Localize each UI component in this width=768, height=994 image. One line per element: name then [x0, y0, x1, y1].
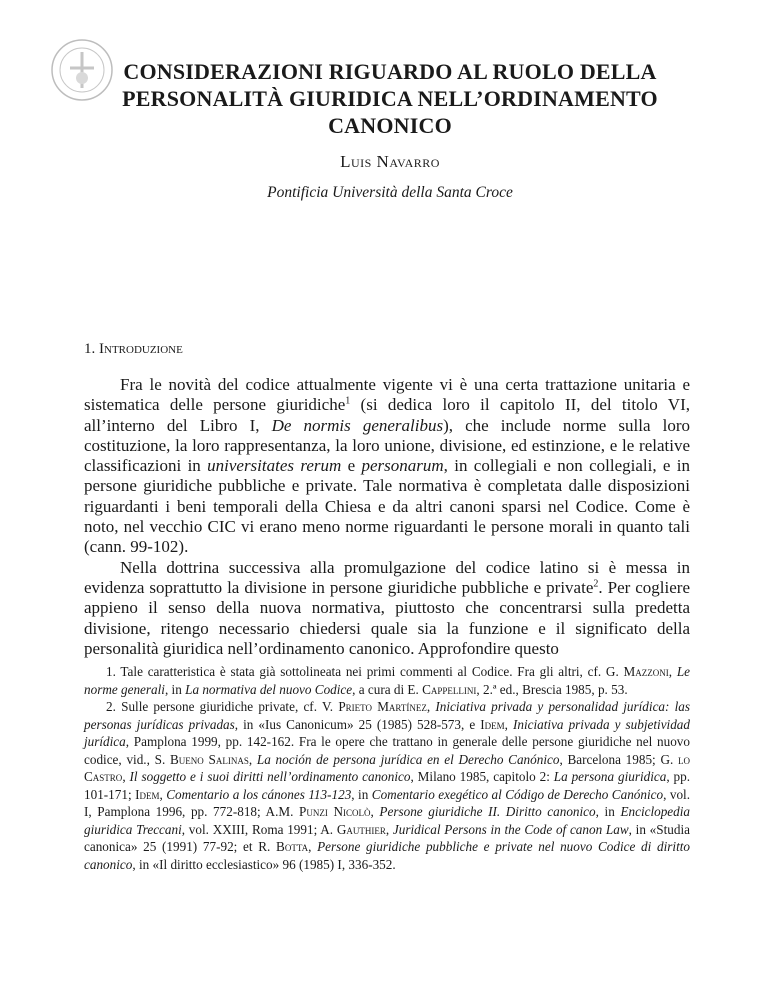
section-number: 1.	[84, 341, 96, 357]
section-heading	[84, 341, 183, 358]
author-affiliation: Pontificia Università della Santa Croce	[267, 184, 513, 201]
footnote: 1. Tale caratteristica è stata già sottolineata nei primi commenti al Codice. Fra gli altri, cf. G. Mazzoni, Le norme generali, in La normativa del nuovo Codice, a cura di E. Cappellini, 2.ª ed., Brescia 1985, p. 53.	[84, 664, 691, 697]
footnote-ref[interactable]: 2	[593, 578, 599, 590]
author-name: Luis Navarro	[340, 152, 440, 171]
paragraph: Nella dottrina successiva alla promulgazione del codice latino si è messa in evidenza soprattutto la divisione in persone giuridiche pubbliche e private$^2$. Per cogliere appieno il senso della nuova normativa, piuttosto che concentrarsi sulla predetta divisione, ritengo necessario chiedersi quale sia la funzione e il significato della personalità giuridica nell’ordinamento canonico. Approfondire questo	[84, 557, 690, 658]
article-title: CONSIDERAZIONI RIGUARDO AL RUOLO DELLA PERSONALITÀ GIURIDICA NELL’ORDINAMENTO CANONICO	[122, 59, 658, 138]
body-text	[84, 375, 690, 659]
footnote: 2. Sulle persone giuridiche private, cf. V. Prieto Martínez, Iniciativa privada y personalidad jurídica: las personas jurídicas privadas, in «Ius Canonicum» 25 (1985) 528-573, e Idem, Iniciativa privada y subjetividad jurídica, Pamplona 1999, pp. 142-162. Fra le opere che trattano in generale delle persone giuridiche nel nuovo codice, vid., S. Bueno Salinas, La noción de persona jurídica en el Derecho Canónico, Barcelona 1985; G. lo Castro, Il soggetto e i suoi diritti nell’ordinamento canonico, Milano 1985, capitolo 2: La persona giuridica, pp. 101-171; Idem, Comentario a los cánones 113-123, in Comentario exegético al Código de Derecho Canónico, vol. I, Pamplona 1996, pp. 772-818; A.M. Punzi Nicolò, Persone giuridiche II. Diritto canonico, in Enciclopedia giuridica Treccani, vol. XXIII, Roma 1991; A. Gauthier, Juridical Persons in the Code of canon Law, in «Studia canonica» 25 (1991) 77-92; et R. Botta, Persone giuridiche pubbliche e private nel nuovo Codice di diritto canonico, in «Il diritto ecclesiastico» 96 (1985) I, 336-352.	[84, 699, 691, 872]
footnotes	[84, 663, 690, 873]
paragraph: Fra le novità del codice attualmente vigente vi è una certa trattazione unitaria e sistematica delle persone giuridiche$^1$ (si dedica loro il capitolo II, del titolo VI, all’interno del Libro I, De normis generalibus), che include norme sulla loro costituzione, la loro rappresentanza, la loro unione, divisione, ed estinzione, e le relative classificazioni in universitates rerum e personarum, in collegiali e non collegiali, e in persone giuridiche pubbliche e private. Tale normativa è completata dalle disposizioni riguardanti i beni temporali della Chiesa e da altri canoni sparsi nel Codice. Come è noto, nel vecchio CIC vi erano meno norme riguardanti le persone morali in quanto tali (cann. 99-102).	[84, 375, 691, 557]
section-title: Introduzione	[99, 341, 183, 357]
footnote-ref[interactable]: 1	[345, 395, 351, 407]
